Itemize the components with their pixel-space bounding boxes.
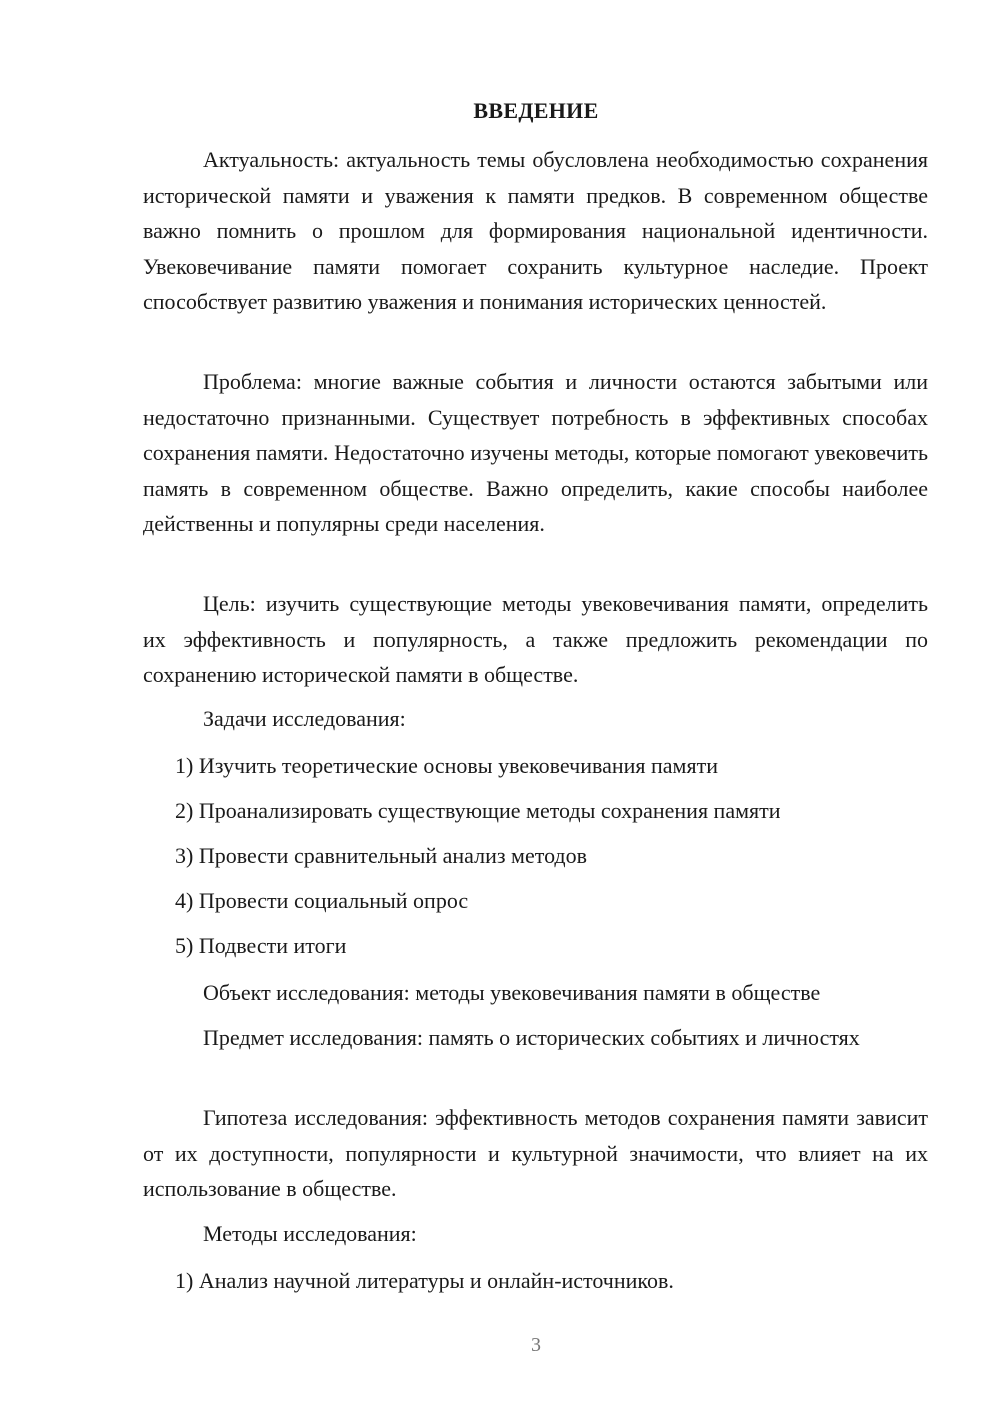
page-number: 3 [531, 1334, 541, 1356]
method-item: 1) Анализ научной литературы и онлайн-источников. [175, 1268, 674, 1293]
task-item: 5) Подвести итоги [175, 933, 347, 958]
task-item: 2) Проанализировать существующие методы сохранения памяти [175, 798, 781, 823]
subject-paragraph: Предмет исследования: память о исторических событиях и личностях [203, 1025, 860, 1050]
tasks-heading: Задачи исследования: [203, 706, 406, 731]
goal-paragraph: Цель: изучить существующие методы увековечивания памяти, определить их эффективность и популярность, а также предложить рекомендации по сохранению исторической памяти в обществе. [143, 591, 928, 687]
page-title: ВВЕДЕНИЕ [473, 98, 599, 123]
hypothesis-paragraph: Гипотеза исследования: эффективность методов сохранения памяти зависит от их доступности, популярности и культурной значимости, что влияет на их использование в обществе. [143, 1105, 928, 1201]
task-item: 1) Изучить теоретические основы увековечивания памяти [175, 753, 718, 778]
problem-paragraph: Проблема: многие важные события и личности остаются забытыми или недостаточно признанными. Существует потребность в эффективных способах сохранения памяти. Недостаточно изучены методы, которые помогают увековечить память в современном обществе. Важно определить, какие способы наиболее действенны и популярны среди населения. [143, 369, 928, 536]
task-item: 4) Провести социальный опрос [175, 888, 469, 913]
methods-heading: Методы исследования: [203, 1221, 417, 1246]
task-item: 3) Провести сравнительный анализ методов [175, 843, 588, 868]
object-paragraph: Объект исследования: методы увековечивания памяти в обществе [203, 980, 821, 1005]
relevance-paragraph: Актуальность: актуальность темы обусловлена необходимостью сохранения исторической памяти и уважения к памяти предков. В современном обществе важно помнить о прошлом для формирования национальной идентичности. Увековечивание памяти помогает сохранить культурное наследие. Проект способствует развитию уважения и понимания исторических ценностей. [143, 147, 928, 314]
